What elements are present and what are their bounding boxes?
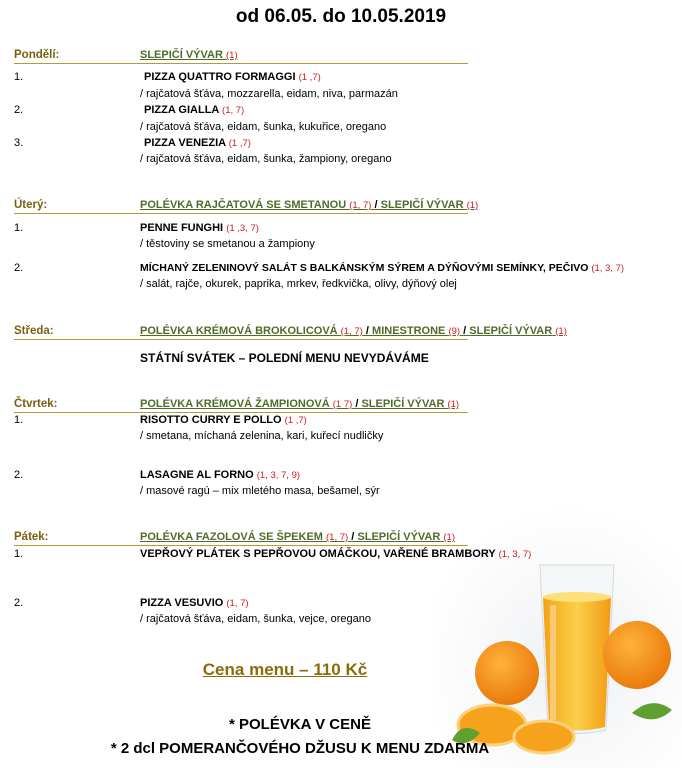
soup-name: POLÉVKA KRÉMOVÁ ŽAMPIONOVÁ [140,398,330,410]
allergens: (1) [466,200,479,211]
item-number: 1. [14,548,24,560]
holiday-notice: STÁTNÍ SVÁTEK – POLEDNÍ MENU NEVYDÁVÁME [140,351,429,365]
soup-name: POLÉVKA KRÉMOVÁ BROKOLICOVÁ [140,325,338,337]
allergens: (1 7) [332,399,353,410]
allergens: (1, 7) [222,105,245,116]
note-free-juice: * 2 dcl POMERANČOVÉHO DŽUSU K MENU ZDARMA [110,740,490,757]
dish-name [140,414,307,426]
allergens: (9) [448,326,461,337]
allergens: (1 ,7) [298,72,321,83]
allergens: (1, 7) [326,532,349,543]
allergens: (1, 3, 7) [591,263,625,274]
soup-name: SLEPIČÍ VÝVAR [140,49,223,61]
day-divider [14,63,468,64]
dish-title: RISOTTO CURRY E POLLO [140,414,282,426]
day-label-friday: Pátek: [14,531,49,543]
soup-list-thursday: POLÉVKA KRÉMOVÁ ŽAMPIONOVÁ (1 7) / SLEPIČÍ VÝVAR (1) [140,398,460,410]
soup-list-monday [140,49,238,61]
dish-name [140,548,531,560]
item-number: 1. [14,414,24,426]
allergens: (1 ,7) [284,415,307,426]
dish-description: / rajčatová šťáva, eidam, šunka, vejce, oregano [140,613,371,625]
page-title: od 06.05. do 10.05.2019 [235,6,447,27]
note-soup-included: * POLÉVKA V CENĚ [229,716,371,733]
allergens: (1, 7) [340,326,363,337]
dish-title: PIZZA VESUVIO [140,597,224,609]
dish-description: / salát, rajče, okurek, paprika, mrkev, ředkvička, olivy, dýňový olej [140,278,457,290]
dish-title: VEPŘOVÝ PLÁTEK S PEPŘOVOU OMÁČKOU, VAŘENÉ BRAMBORY [140,548,496,560]
dish-title: PIZZA QUATTRO FORMAGGI [144,71,296,83]
dish-title: LASAGNE AL FORNO [140,469,254,481]
item-number: 1. [14,71,24,83]
dish-name [144,104,244,116]
soup-name: SLEPIČÍ VÝVAR [361,398,445,410]
soup-name: POLÉVKA FAZOLOVÁ SE ŠPEKEM [140,531,323,543]
day-divider [14,545,468,546]
day-divider [14,412,468,413]
menu-price: Cena menu – 110 Kč [202,660,368,679]
allergens: (1) [226,50,238,61]
day-label-monday: Pondělí: [14,49,60,61]
dish-name [144,137,251,149]
dish-name [144,71,321,83]
soup-list-tuesday: POLÉVKA RAJČATOVÁ SE SMETANOU (1, 7) / SLEPIČÍ VÝVAR (1) [140,199,479,211]
dish-name [140,262,624,274]
item-number: 2. [14,104,24,116]
dish-name [140,222,259,234]
dish-description: / rajčatová šťáva, eidam, šunka, žampiony, oregano [140,153,392,165]
allergens: (1 ,7) [228,138,251,149]
allergens: (1 ,3, 7) [226,223,259,234]
dish-description: / rajčatová šťáva, eidam, šunka, kukuřice, oregano [140,121,387,133]
dish-description: / rajčatová šťáva, mozzarella, eidam, niva, parmazán [140,88,398,100]
day-label-tuesday: Úterý: [14,199,48,211]
item-number: 2. [14,262,24,274]
dish-description: / těstoviny se smetanou a žampiony [140,238,315,250]
dish-title: PIZZA VENEZIA [144,137,226,149]
allergens: (1, 7) [226,598,249,609]
dish-title: PENNE FUNGHI [140,222,224,234]
dish-name [140,469,300,481]
item-number: 3. [14,137,24,149]
allergens: (1, 3, 7) [498,549,532,560]
day-divider [14,339,468,340]
soup-list-wednesday: POLÉVKA KRÉMOVÁ BROKOLICOVÁ (1, 7) / MINESTRONE (9) / SLEPIČÍ VÝVAR (1) [140,325,567,337]
dish-title: MÍCHANÝ ZELENINOVÝ SALÁT S BALKÁNSKÝM SÝREM A DÝŇOVÝMI SEMÍNKY, PEČIVO [140,262,589,274]
item-number: 2. [14,469,24,481]
allergens: (1) [443,532,456,543]
orange-icon [603,621,671,689]
soup-name: MINESTRONE [372,325,446,337]
day-divider [14,213,468,214]
soup-name: POLÉVKA RAJČATOVÁ SE SMETANOU [140,199,347,211]
soup-name: SLEPIČÍ VÝVAR [469,325,553,337]
soup-name: SLEPIČÍ VÝVAR [357,531,441,543]
day-label-wednesday: Středa: [14,325,54,337]
dish-description: / masové ragú – mix mletého masa, bešamel, sýr [140,485,380,497]
day-label-thursday: Čtvrtek: [14,398,58,410]
allergens: (1, 3, 7, 9) [256,470,301,481]
item-number: 1. [14,222,24,234]
allergens: (1) [447,399,460,410]
dish-name [140,597,249,609]
dish-description: / smetana, míchaná zelenina, kari, kuřecí nudličky [140,430,384,442]
soup-list-friday: POLÉVKA FAZOLOVÁ SE ŠPEKEM (1, 7) / SLEPIČÍ VÝVAR (1) [140,531,456,543]
dish-title: PIZZA GIALLA [144,104,219,116]
item-number: 2. [14,597,24,609]
allergens: (1, 7) [349,200,372,211]
soup-name: SLEPIČÍ VÝVAR [380,199,464,211]
allergens: (1) [555,326,567,337]
